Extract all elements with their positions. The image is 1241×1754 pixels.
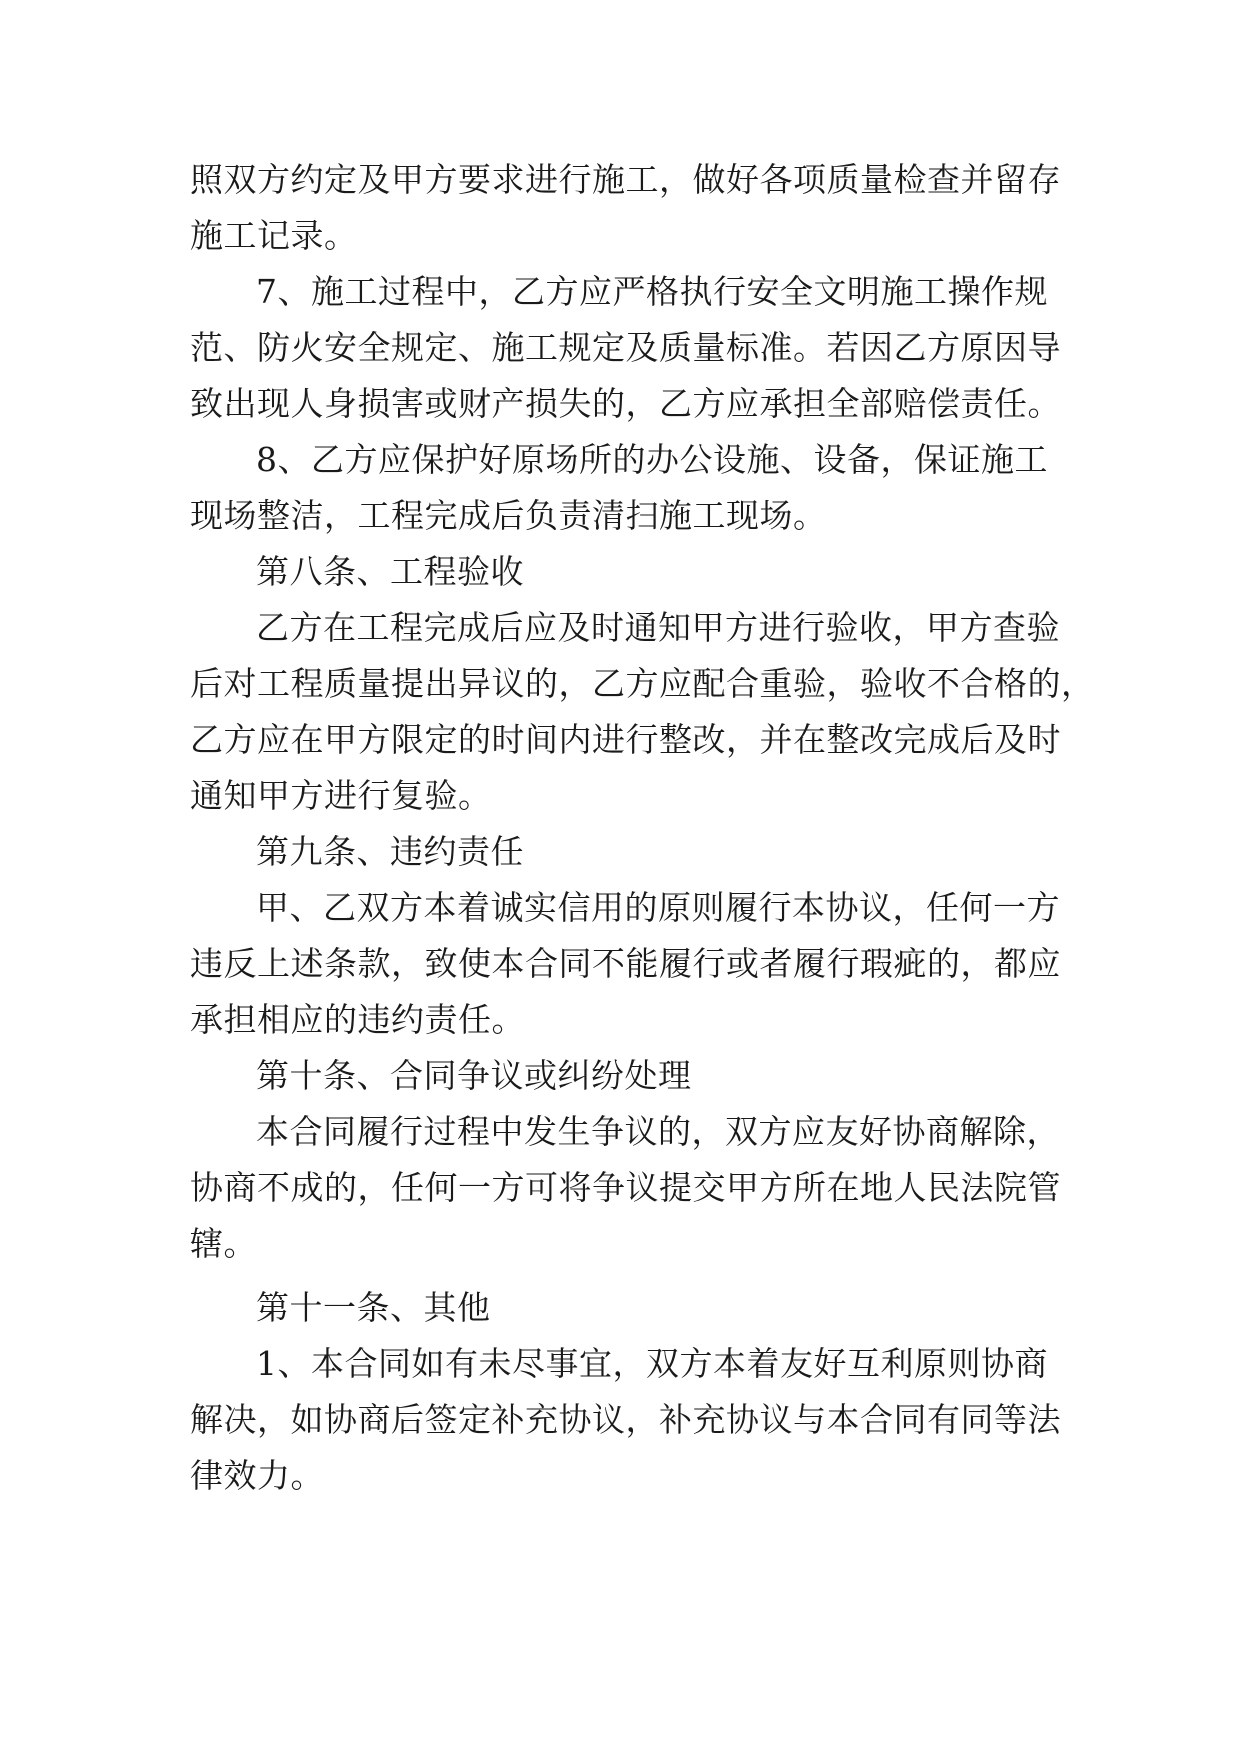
paragraph-line: 乙方在工程完成后应及时通知甲方进行验收，甲方查验	[256, 608, 1060, 647]
section-heading: 第八条、工程验收	[256, 552, 524, 591]
paragraph-line: 范、防火安全规定、施工规定及质量标准。若因乙方原因导	[190, 328, 1061, 367]
paragraph-line: 后对工程质量提出异议的，乙方应配合重验，验收不合格的，	[190, 664, 1095, 703]
paragraph-line: 违反上述条款，致使本合同不能履行或者履行瑕疵的，都应	[190, 944, 1061, 983]
paragraph-line: 8、乙方应保护好原场所的办公设施、设备，保证施工	[256, 440, 1048, 479]
section-heading: 第十条、合同争议或纠纷处理	[256, 1056, 692, 1095]
paragraph-line: 承担相应的违约责任。	[190, 1000, 525, 1039]
document-page	[190, 152, 1095, 1504]
paragraph-line: 协商不成的，任何一方可将争议提交甲方所在地人民法院管	[190, 1168, 1061, 1207]
paragraph-line: 通知甲方进行复验。	[190, 776, 492, 815]
section-heading: 第十一条、其他	[256, 1288, 491, 1327]
paragraph-line: 解决，如协商后签定补充协议，补充协议与本合同有同等法	[190, 1400, 1061, 1439]
paragraph-line: 甲、乙双方本着诚实信用的原则履行本协议，任何一方	[256, 888, 1060, 927]
paragraph-line: 辖。	[190, 1224, 257, 1263]
paragraph-line: 致出现人身损害或财产损失的，乙方应承担全部赔偿责任。	[190, 384, 1061, 423]
paragraph-line: 现场整洁，工程完成后负责清扫施工现场。	[190, 496, 827, 535]
paragraph-line: 照双方约定及甲方要求进行施工，做好各项质量检查并留存	[190, 160, 1061, 199]
paragraph-line: 乙方应在甲方限定的时间内进行整改，并在整改完成后及时	[190, 720, 1061, 759]
paragraph-line: 本合同履行过程中发生争议的，双方应友好协商解除，	[256, 1112, 1060, 1151]
paragraph-line: 律效力。	[190, 1456, 324, 1495]
paragraph-line: 1、本合同如有未尽事宜，双方本着友好互利原则协商	[256, 1344, 1048, 1383]
section-heading: 第九条、违约责任	[256, 832, 524, 871]
paragraph-line: 施工记录。	[190, 216, 358, 255]
paragraph-line: 7、施工过程中，乙方应严格执行安全文明施工操作规	[256, 272, 1048, 311]
